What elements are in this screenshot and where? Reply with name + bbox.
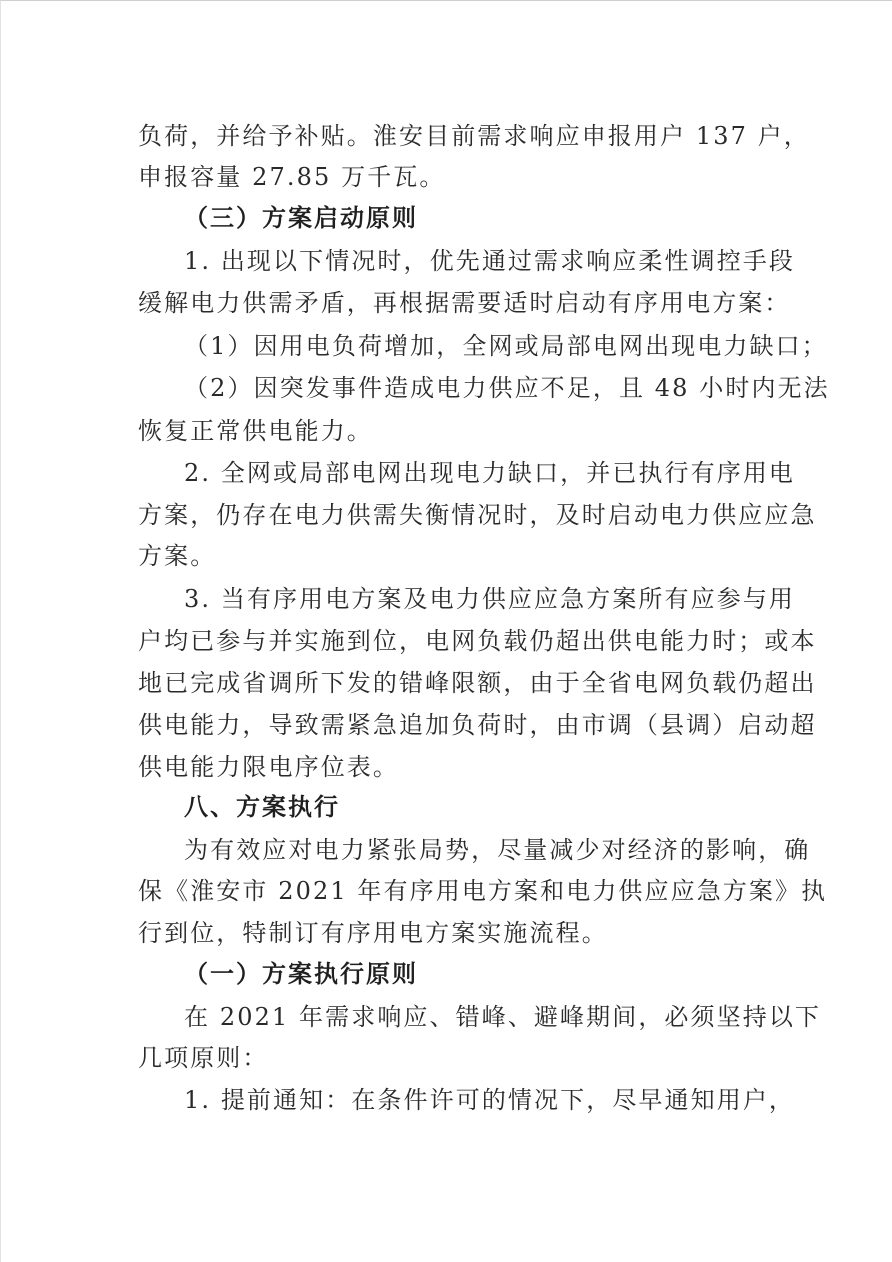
line-text: 申报容量 27.85 万千瓦。: [138, 163, 446, 191]
line-text: 几项原则：: [138, 1044, 269, 1072]
paragraph-line: [1, 663, 892, 703]
paragraph-line: [1, 705, 892, 745]
paragraph-line: [1, 913, 892, 953]
paragraph-line: [1, 453, 892, 493]
line-text: 方案。: [138, 542, 217, 570]
paragraph-line: [1, 157, 892, 197]
line-text: 行到位，特制订有序用电方案实施流程。: [138, 919, 608, 947]
paragraph-line: [1, 116, 892, 156]
line-text: 供电能力限电序位表。: [138, 753, 399, 781]
paragraph-line: [1, 411, 892, 451]
heading-text: 八、方案执行: [184, 793, 340, 821]
line-text: 在 2021 年需求响应、错峰、避峰期间，必须坚持以下: [184, 1003, 822, 1031]
chapter-heading: [1, 787, 892, 827]
line-text: 方案，仍存在电力供需失衡情况时，及时启动电力供应应急: [138, 501, 817, 529]
line-text: 2. 全网或局部电网出现电力缺口，并已执行有序用电: [184, 459, 796, 487]
paragraph-line: [1, 368, 892, 408]
line-text: 户均已参与并实施到位，电网负载仍超出供电能力时；或本: [138, 627, 817, 655]
line-text: 保《淮安市 2021 年有序用电方案和电力供应应急方案》执: [138, 877, 828, 905]
paragraph-line: [1, 997, 892, 1037]
paragraph-line: [1, 326, 892, 366]
line-text: 供电能力，导致需紧急追加负荷时，由市调（县调）启动超: [138, 711, 817, 739]
section-heading: [1, 198, 892, 238]
paragraph-line: [1, 495, 892, 535]
paragraph-line: [1, 241, 892, 281]
line-text: 为有效应对电力紧张局势，尽量减少对经济的影响，确: [184, 836, 811, 864]
line-text: 1. 出现以下情况时，优先通过需求响应柔性调控手段: [184, 247, 796, 275]
heading-text: （三）方案启动原则: [184, 204, 418, 232]
paragraph-line: [1, 536, 892, 576]
heading-text: （一）方案执行原则: [184, 960, 418, 988]
line-text: 恢复正常供电能力。: [138, 417, 373, 445]
line-text: 负荷，并给予补贴。淮安目前需求响应申报用户 137 户，: [138, 122, 810, 150]
line-text: （1）因用电负荷增加，全网或局部电网出现电力缺口；: [184, 332, 828, 360]
section-heading: [1, 954, 892, 994]
paragraph-line: [1, 1080, 892, 1120]
paragraph-line: [1, 871, 892, 911]
paragraph-line: [1, 747, 892, 787]
line-text: 地已完成省调所下发的错峰限额，由于全省电网负载仍超出: [138, 669, 817, 697]
line-text: 3. 当有序用电方案及电力供应应急方案所有应参与用: [184, 585, 796, 613]
paragraph-line: [1, 1038, 892, 1078]
line-text: （2）因突发事件造成电力供应不足，且 48 小时内无法: [184, 374, 830, 402]
paragraph-line: [1, 283, 892, 323]
line-text: 缓解电力供需矛盾，再根据需要适时启动有序用电方案：: [138, 289, 791, 317]
paragraph-line: [1, 621, 892, 661]
paragraph-line: [1, 579, 892, 619]
line-text: 1. 提前通知：在条件许可的情况下，尽早通知用户，: [184, 1086, 796, 1114]
paragraph-line: [1, 830, 892, 870]
